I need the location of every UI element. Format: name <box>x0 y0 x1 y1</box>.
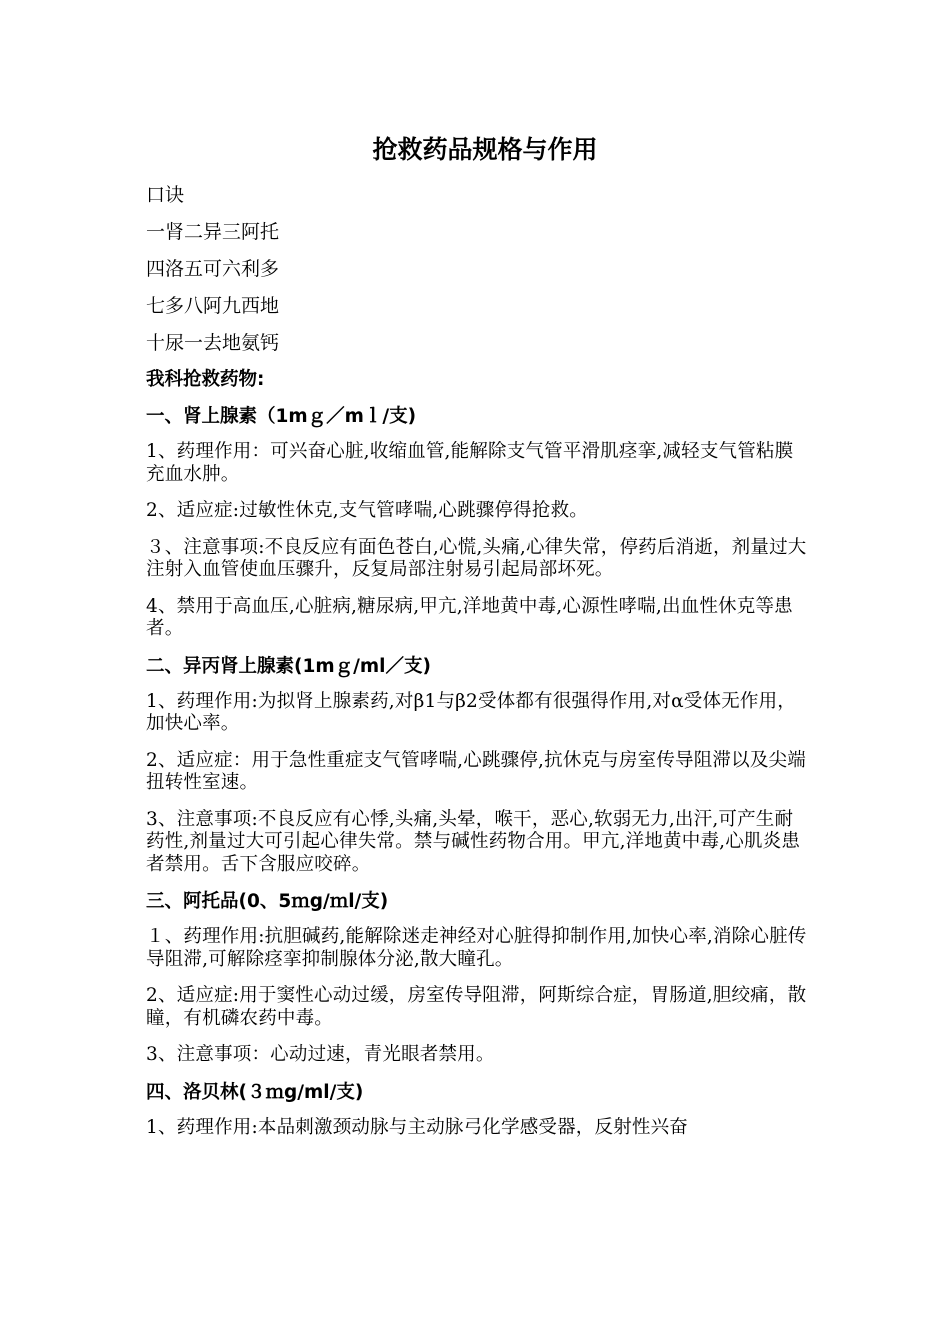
dept-drugs-heading: 我科抢救药物: <box>146 369 265 390</box>
document-body <box>146 130 808 1153</box>
section-paragraph: 2、适应症:用于窦性心动过缓，房室传导阻滞，阿斯综合症，胃肠道,胆绞痛，散瞳，有机磷农药中毒。 <box>146 985 807 1029</box>
page-title: 抢救药品规格与作用 <box>372 135 598 164</box>
section-paragraph: 4、禁用于高血压,心脏病,糖尿病,甲亢,洋地黄中毒,心源性哮喘,出血性休克等患者。 <box>146 595 793 639</box>
section-paragraph: 2、适应症：用于急性重症支气管哮喘,心跳骤停,抗休克与房室传导阻滞以及尖端扭转性室速。 <box>146 749 806 793</box>
section-heading-isoprenaline: 二、异丙肾上腺素(1mｇ/ml／支) <box>146 655 431 677</box>
section-heading-lobeline: 四、洛贝林(３ｍg/ml/支) <box>146 1081 364 1103</box>
section-paragraph: 3、注意事项：心动过速，青光眼者禁用。 <box>146 1044 495 1065</box>
section-heading-atropine: 三、阿托品(0、5ｍg/ｍl/支) <box>146 891 389 912</box>
section-paragraph: 3、注意事项:不良反应有心悸,头痛,头晕，喉干，恶心,软弱无力,出汗,可产生耐药性,剂量过大可引起心律失常。禁与碱性药物合用。甲亢,洋地黄中毒,心肌炎患者禁用。舌下含服应咬碎。 <box>146 808 801 875</box>
mnemonic-label: 口诀 <box>146 184 185 206</box>
section-paragraph: 2、适应症:过敏性休克,支气管哮喘,心跳骤停得抢救。 <box>146 500 588 521</box>
section-paragraph: 1、药理作用：可兴奋心脏,收缩血管,能解除支气管平滑肌痉挛,减轻支气管粘膜充血水肿。 <box>146 441 794 485</box>
section-paragraph: 1、药理作用:为拟肾上腺素药,对β1与β2受体都有很强得作用,对α受体无作用，加快心率。 <box>146 690 796 734</box>
mnemonic-line: 十尿一去地氨钙 <box>146 332 280 354</box>
section-heading-epinephrine: 一、肾上腺素（1mｇ／mｌ/支) <box>146 406 417 427</box>
mnemonic-line: 七多八阿九西地 <box>146 295 280 317</box>
section-paragraph: １、药理作用:抗胆碱药,能解除迷走神经对心脏得抑制作用,加快心率,消除心脏传导阻滞,可解除痉挛抑制腺体分泌,散大瞳孔。 <box>146 926 807 970</box>
mnemonic-line: 四洛五可六利多 <box>146 258 280 280</box>
mnemonic-line: 一肾二异三阿托 <box>146 221 280 243</box>
section-paragraph: ３、注意事项:不良反应有面色苍白,心慌,头痛,心律失常，停药后消逝，剂量过大注射入血管使血压骤升，反复局部注射易引起局部坏死。 <box>146 536 807 580</box>
section-paragraph: 1、药理作用:本品刺激颈动脉与主动脉弓化学感受器，反射性兴奋 <box>146 1116 689 1138</box>
